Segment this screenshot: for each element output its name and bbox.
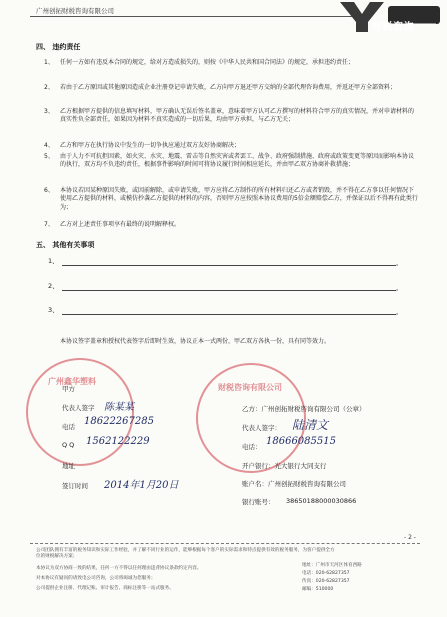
party-a-signature: 陈某某 (104, 402, 134, 413)
item-period: 。 (396, 284, 403, 292)
clause-number: 5、 (44, 153, 54, 160)
party-a-date: 2014年1月20日 (104, 480, 179, 491)
clause-text: 本协议若因某种原因失败，或因前解除，或申请失败，甲方应将乙方制作的所有材料归还乙方或者销毁，并不得在乙方事以任何情况下使用乙方提供的材料，或模仿抄袭乙方提供的材料的内容，否则甲方应按照本协议费用的5倍金额赔偿乙方，并保证以后不得再有此类行为； (60, 187, 418, 211)
clause-text: 由于人力不可抗拒因素，如火灾、水灾、地震、雷击等自然灾害或者罢工、战争、政府强制措施、政府或政策变更等原因而影响本协议的执行，双方均不负违约责任，根据事件影响的时间可将协议履行时间相应延长，并由甲乙双方协商补救措施； (60, 153, 415, 169)
closing-statement: 本协议签字盖章和授权代表签字后即时生效，协议正本一式两份，甲乙双方各执一份，具有同等效力。 (60, 338, 331, 345)
blank-line (62, 314, 396, 315)
item-number: 1、 (48, 257, 59, 265)
brand-text: 财税咨询 (372, 22, 414, 33)
clause-6 (44, 187, 418, 212)
party-b-stamp-text: 财税咨询有限公司 (218, 383, 282, 392)
item-period: 。 (396, 308, 403, 316)
footer-address: 地址：广州市天河区体育西路 (302, 563, 362, 568)
clause-number: 1、 (44, 59, 54, 66)
clause-2 (44, 84, 418, 92)
party-a-address-label: 地址 (62, 462, 75, 470)
footer-line: 本协议为双方协商一致的结果，任何一方不得以任何理由违背协议条款约定内容。 (36, 566, 202, 571)
clause-number: 7、 (44, 221, 54, 228)
party-b-account-name: 账户名：广州创拓财税咨询有限公司 (242, 480, 346, 488)
party-a-date-label: 签订时间 (62, 482, 88, 490)
clause-number: 6、 (44, 187, 54, 194)
party-a-phone: 18622267285 (84, 416, 154, 427)
footer-line: 公司提供企业注册、代理记账、审计报告、商标注册等一站式服务。 (36, 586, 174, 591)
clause-number: 3、 (44, 108, 54, 115)
footer-postcode: 邮编：510000 (302, 587, 334, 592)
footer-line: 公司团队拥有丰富的税务知识和实际工作经验，并了解不同行业的运作，能够根据每个客户的实际需求和特点提供有效的税务服务，为客户提供全方位的财税解决方案； (36, 548, 335, 560)
clause-text: 若由于乙方原因或其他原因造成企业注册登记申请失败，乙方向甲方退还甲方交纳的全部代理咨询费用，并返还甲方全部资料； (60, 84, 397, 91)
footer-fax: 传真：020-62827357 (302, 579, 350, 584)
section-4-title: 四、 违约责任 (36, 43, 81, 51)
party-a-rep-label: 代表人签字 (62, 404, 95, 412)
clause-text: 乙方对上述责任事项享有最终的说明解释权。 (60, 221, 181, 228)
party-b-signature: 陆清文 (292, 418, 329, 432)
item-number: 2、 (48, 282, 59, 290)
party-b-phone: 18666085515 (266, 436, 336, 447)
clause-1 (44, 59, 418, 67)
clause-number: 4、 (44, 142, 54, 149)
clause-text: 乙方和甲方在执行协议中发生的一切争执应通过双方友好协商解决； (60, 142, 241, 149)
party-a-stamp-text: 广州鑫华塑料 (48, 377, 96, 386)
party-a-phone-label: 电话 (62, 423, 75, 431)
header-company-name: 广州创拓财税咨询有限公司 (36, 7, 114, 15)
party-a-qq-label: Q Q (62, 441, 75, 449)
clause-4 (44, 142, 418, 150)
clause-text: 乙方根据甲方提供的信息填写材料，甲方确认无误后签名盖章，意味着甲方认可乙方撰写的材料符合甲方的真实情况，并对申请材料的真实性负全部责任，如果因为材料不真实造成的一切后果，均由甲方承担，与乙方无关； (60, 108, 415, 124)
footer-rule (30, 543, 420, 544)
party-b-phone-label: 电话： (242, 443, 262, 451)
party-b-bank: 开户银行：光大银行大同支行 (242, 462, 327, 470)
clause-text: 任何一方如有违反本合同的规定，给对方造成损失的，则按《中华人民共和国合同法》的规定，承担违约责任； (60, 59, 355, 66)
clause-5 (44, 153, 418, 170)
party-b-stamp (196, 363, 306, 473)
header-rule (30, 16, 370, 17)
party-b-rep-label: 代表人签字： (242, 424, 281, 432)
blank-line (62, 290, 396, 291)
clause-number: 2、 (44, 84, 54, 91)
page-number: - 2 - (404, 534, 416, 541)
party-b-label: 乙方：广州创拓财税咨询有限公司（公章） (242, 405, 366, 413)
item-number: 3、 (48, 306, 59, 314)
party-a-label: 甲方 (62, 385, 75, 393)
party-a-qq: 1562122229 (86, 436, 150, 447)
party-b-account-number: 38650188000030866 (286, 497, 357, 505)
blank-line (62, 265, 396, 266)
item-period: 。 (396, 259, 403, 267)
clause-3 (44, 108, 418, 125)
footer-phone: 电话：020-62827357 (302, 571, 350, 576)
section-5-title: 五、 其他有关事项 (36, 241, 95, 249)
party-b-account-number-label: 银行账号： (242, 498, 275, 506)
clause-7 (44, 221, 418, 229)
footer-line: 对本协议有疑问的请致电公司咨询，公司将竭诚为您服务； (36, 576, 156, 581)
